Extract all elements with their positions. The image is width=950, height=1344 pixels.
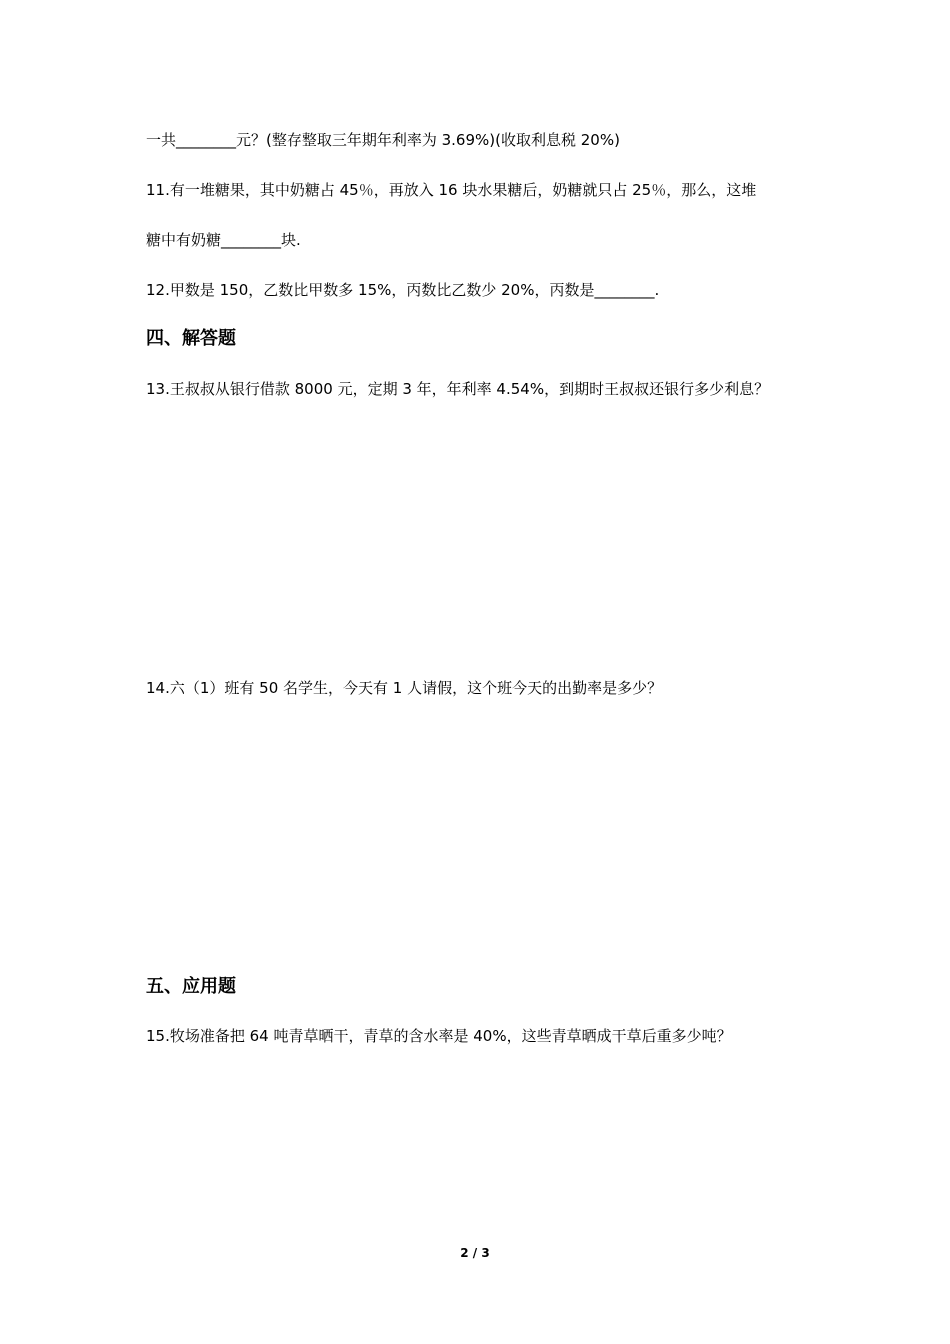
question-11-line-2: 糖中有奶糖________块.	[146, 231, 301, 249]
question-11-line-1: 11.有一堆糖果，其中奶糖占 45％，再放入 16 块水果糖后，奶糖就只占 25％，那么，这堆	[146, 181, 757, 199]
section-heading-5: 五、应用题	[146, 976, 236, 997]
question-13: 13.王叔叔从银行借款 8000 元，定期 3 年，年利率 4.54%，到期时王叔叔还银行多少利息？	[146, 380, 770, 398]
page-number: 2 / 3	[460, 1246, 490, 1260]
question-15: 15.牧场准备把 64 吨青草晒干，青草的含水率是 40%，这些青草晒成干草后重多少吨？	[146, 1027, 732, 1045]
section-heading-4: 四、解答题	[146, 328, 236, 349]
question-12: 12.甲数是 150，乙数比甲数多 15%，丙数比乙数少 20%，丙数是________.	[146, 281, 660, 299]
question-10-continuation: 一共________元？(整存整取三年期年利率为 3.69%)(收取利息税 20%)	[146, 131, 620, 149]
question-14: 14.六（1）班有 50 名学生，今天有 1 人请假，这个班今天的出勤率是多少？	[146, 679, 663, 697]
